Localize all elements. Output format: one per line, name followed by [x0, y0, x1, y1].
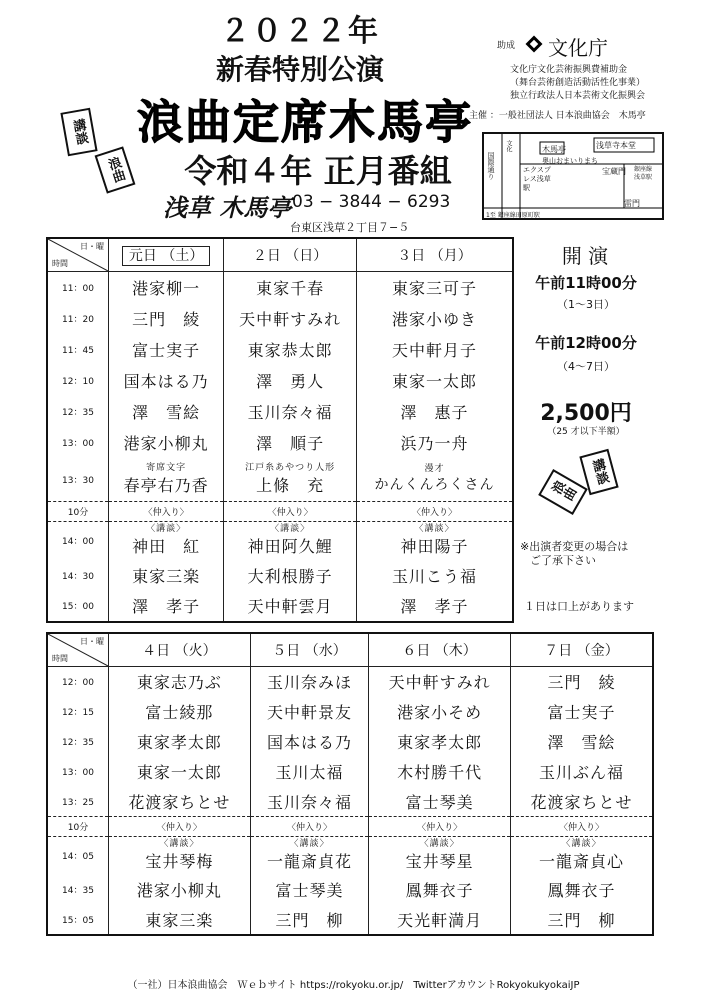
- sponsor-agency: 文化庁: [548, 36, 608, 60]
- program-title: 令和４年 正月番組: [184, 152, 452, 190]
- map-label-sensoji: 浅草寺本堂: [596, 141, 636, 150]
- map-label-kaminarimon: 雷門: [624, 199, 640, 208]
- table-row: 11：20 三門 綾 天中軒すみれ 港家小ゆき: [47, 303, 513, 334]
- table-row: 15：05 東家三楽 三門 柳 天光軒満月 三門 柳: [47, 905, 653, 935]
- schedule-table-1: [46, 237, 514, 623]
- day-header: ２日 （日）: [224, 238, 357, 272]
- day-header: ４日 （火）: [109, 633, 251, 667]
- map-label-hozomon: 宝蔵門: [602, 167, 626, 176]
- kodan-stamp: 講談: [60, 108, 97, 157]
- map-label-express: エクスプレス浅草駅: [523, 166, 551, 192]
- map-label-tawaramachi: 1至 銀座線田原町駅: [486, 212, 540, 219]
- table-row: 12：10 国本はる乃 澤 勇人 東家一太郎: [47, 365, 513, 396]
- start-time-2: 午前12時00分: [535, 334, 637, 352]
- table-row: 12：35 東家孝太郎 国本はる乃 東家孝太郎 澤 雪絵: [47, 727, 653, 757]
- day-header: ３日 （月）: [356, 238, 513, 272]
- break-row: 10分 〈仲入り〉 〈仲入り〉 〈仲入り〉 〈仲入り〉: [47, 817, 653, 837]
- cell-caption: 寄席文字: [146, 462, 187, 473]
- table-row: 13：25 花渡家ちとせ 玉川奈々福 富士琴美 花渡家ちとせ: [47, 787, 653, 817]
- sponsor-line-1: 文化庁文化芸術振興費補助金: [510, 65, 628, 75]
- notice-line-2: ご了承下さい: [530, 554, 596, 567]
- day-header: 元日 （土）: [109, 238, 224, 272]
- table-row: 15：00 澤 孝子 天中軒雲月 澤 孝子: [47, 591, 513, 622]
- map-label-kokusai: 国際通り: [487, 152, 495, 180]
- start-range-1: （1〜3日）: [557, 298, 615, 311]
- start-range-2: （4〜7日）: [557, 360, 615, 373]
- map-label-okuyama: 奥山おまいりまち: [542, 157, 598, 165]
- sponsor-line-2: （舞台芸術創造活動活性化事業）: [510, 78, 646, 88]
- table-row: 14：05 〈講談〉 宝井琴梅 〈講談〉 一龍斎貞花 〈講談〉 宝井琴星 〈講談〉 一龍斎貞心: [47, 837, 653, 875]
- access-map: [482, 132, 664, 220]
- ticket-price: 2,500円: [540, 401, 632, 426]
- footer-text: （一社）日本浪曲協会 Ｗｅｂサイト https://rokyoku.or.jp/ TwitterアカウントRokyokukyokaiJP: [127, 980, 580, 991]
- table-row: 14：00 〈講談〉 神田 紅 〈講談〉 神田阿久鯉 〈講談〉 神田陽子: [47, 522, 513, 560]
- table-row: 13：00 港家小柳丸 澤 順子 浜乃一舟: [47, 427, 513, 458]
- subtitle: 新春特別公演: [215, 53, 384, 86]
- table-row: 11：45 富士実子 東家恭太郎 天中軒月子: [47, 334, 513, 365]
- table-row: 12：00 東家志乃ぶ 玉川奈みほ 天中軒すみれ 三門 綾: [47, 667, 653, 697]
- corner-time-label: 時間: [52, 259, 68, 268]
- kaien-label: 開 演: [561, 244, 609, 268]
- table-row: 14：30 東家三楽 大利根勝子 玉川こう福: [47, 560, 513, 591]
- price-note: （25 才以下半額）: [547, 427, 625, 437]
- corner-day-label: 日・曜: [80, 242, 104, 251]
- table-row: 13：30 寄席文字 春亭右乃香 江戸糸あやつり人形 上條 充 漫才 かんくんろくさん: [47, 458, 513, 502]
- main-title: 浪曲定席木馬亭: [137, 95, 473, 149]
- venue-name: 浅草 木馬亭: [163, 194, 292, 222]
- table-row: 12：35 澤 雪絵 玉川奈々福 澤 惠子: [47, 396, 513, 427]
- venue-address: 台東区浅草２丁目７−５: [290, 221, 410, 234]
- corner-cell: [47, 633, 109, 667]
- map-label-mokubatei: 木馬亭: [542, 145, 566, 154]
- corner-day-label: 日・曜: [80, 637, 104, 646]
- schedule-table-2: [46, 632, 654, 936]
- bunkacho-logo-icon: [524, 34, 544, 58]
- corner-time-label: 時間: [52, 654, 68, 663]
- venue-phone: 03 − 3844 − 6293: [292, 192, 451, 212]
- corner-cell: [47, 238, 109, 272]
- break-row: 10分 〈仲入り〉 〈仲入り〉 〈仲入り〉: [47, 502, 513, 522]
- map-label-ginza-asakusa: 銀座線浅草駅: [634, 166, 653, 181]
- year-title: ２０２２年: [220, 14, 380, 49]
- rokyoku-stamp-2: 浪曲: [538, 469, 588, 515]
- start-time-1: 午前11時00分: [535, 274, 637, 292]
- sponsor-label: 助成: [497, 41, 516, 51]
- host-line: 主催 ：一般社団法人 日本浪曲協会 木馬亭: [469, 111, 646, 121]
- notice-line-1: ※出演者変更の場合は: [520, 540, 629, 553]
- cell-caption: 江戸糸あやつり人形: [245, 462, 336, 473]
- table-row: 14：35 港家小柳丸 富士琴美 鳳舞衣子 鳳舞衣子: [47, 875, 653, 905]
- table-row: 11：00 港家柳一 東家千春 東家三可子: [47, 272, 513, 303]
- table-row: 12：15 富士綾那 天中軒景友 港家小そめ 富士実子: [47, 697, 653, 727]
- map-label-bunka: 文化: [505, 140, 512, 152]
- cell-caption: 漫才: [424, 464, 445, 475]
- kodan-stamp-2: 講談: [579, 449, 618, 495]
- table-row: 13：00 東家一太郎 玉川太福 木村勝千代 玉川ぶん福: [47, 757, 653, 787]
- day-header: ６日 （木）: [369, 633, 511, 667]
- notice-line-3: １日は口上があります: [524, 600, 634, 613]
- rokyoku-stamp: 浪曲: [95, 146, 136, 193]
- sponsor-line-3: 独立行政法人日本芸術文化振興会: [510, 91, 646, 101]
- day-header: ５日 （水）: [250, 633, 368, 667]
- day-header: ７日 （金）: [510, 633, 653, 667]
